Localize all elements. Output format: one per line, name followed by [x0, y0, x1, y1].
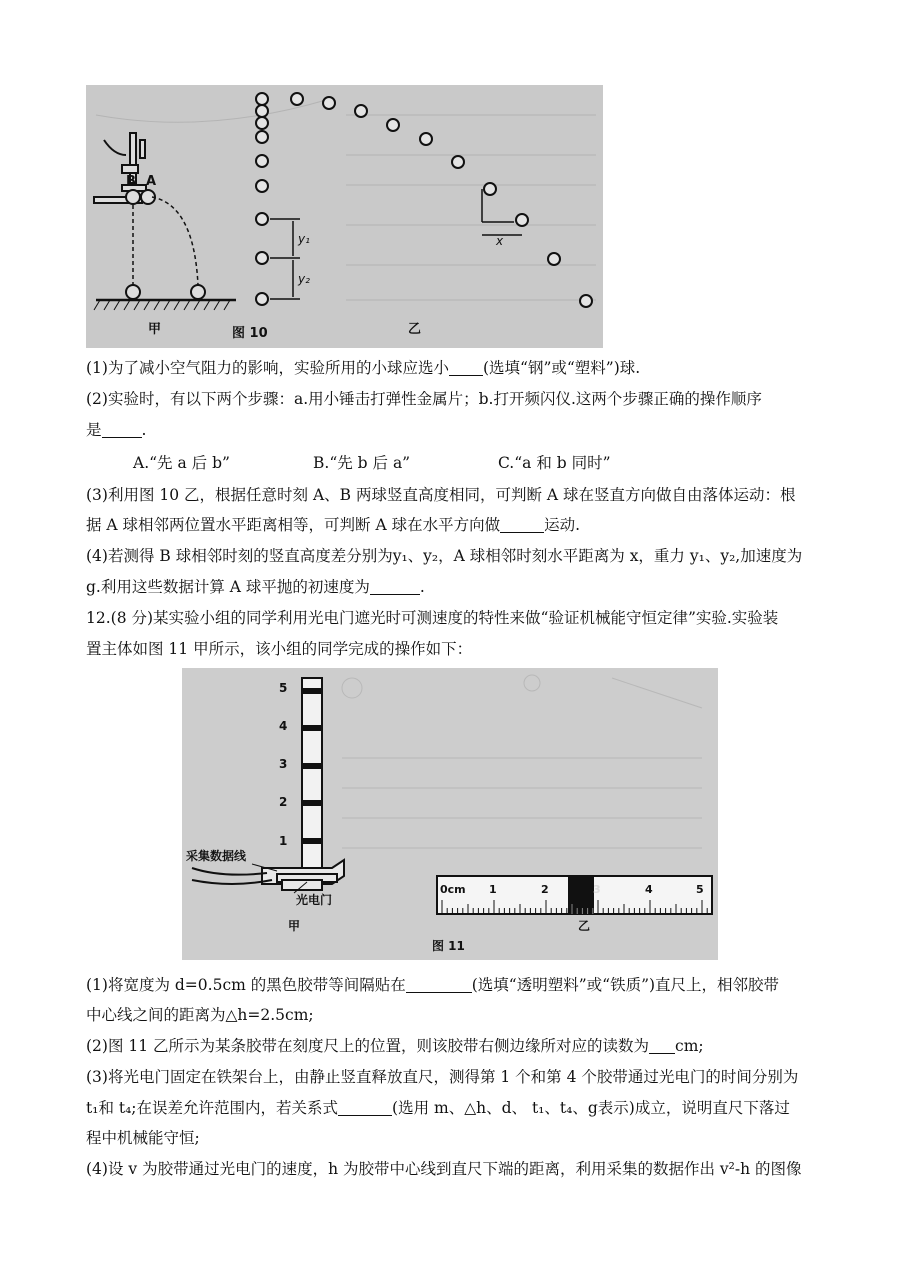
- ruler-label-3: 3: [279, 757, 288, 771]
- answer-blank-3[interactable]: [500, 516, 544, 533]
- answer-blank-1[interactable]: [449, 359, 483, 376]
- q12-part2: [86, 1035, 826, 1057]
- q11-part4-pre: g.利用这些数据计算 A 球平抛的初速度为: [86, 578, 370, 596]
- scale-label-1: 1: [489, 883, 497, 896]
- q11-part4-line2: [86, 576, 826, 598]
- q12-part1-tail: (选填“透明塑料”或“铁质”)直尺上，相邻胶带: [471, 976, 780, 994]
- q11-part1: [86, 357, 826, 379]
- label-jia: 甲: [148, 322, 162, 337]
- q11-part1-text: (1)为了减小空气阻力的影响，实验所用的小球应选小: [86, 359, 449, 377]
- label-jia-11: 甲: [288, 919, 301, 933]
- q12-part4-line1: (4)设 v 为胶带通过光电门的速度，h 为胶带中心线到直尺下端的距离，利用采集的数据作出 v²-h 的图像: [86, 1160, 802, 1178]
- label-x: x: [496, 234, 504, 248]
- q11-part2-pre: 是: [86, 421, 102, 439]
- q11-part3-pre: 据 A 球相邻两位置水平距离相等，可判断 A 球在水平方向做: [86, 516, 501, 534]
- label-photogate: 光电门: [296, 893, 333, 907]
- label-y1: y₁: [298, 232, 310, 246]
- ruler-label-5: 5: [279, 681, 288, 695]
- scale-label-2: 2: [541, 883, 549, 896]
- q11-part3-line2: [86, 514, 826, 536]
- q11-part1-tail: (选填“钢”或“塑料”)球.: [482, 359, 641, 377]
- q12-part3-pre: t₁和 t₄;在误差允许范围内，若关系式: [86, 1099, 339, 1117]
- label-yi: 乙: [408, 322, 422, 337]
- option-a: A.“先 a 后 b”: [133, 454, 230, 472]
- q12-part3-line1: (3)将光电门固定在铁架台上，由静止竖直释放直尺，测得第 1 个和第 4 个胶带通过光电门的时间分别为: [86, 1068, 799, 1086]
- q12-part1-line1: [86, 974, 826, 996]
- figure-11-drawing: [182, 668, 718, 960]
- q11-part2-line2: [86, 419, 826, 441]
- q11-part3-tail: 运动.: [544, 516, 581, 534]
- option-b: B.“先 b 后 a”: [313, 454, 411, 472]
- ruler-label-4: 4: [279, 719, 288, 733]
- ruler-label-1: 1: [279, 834, 288, 848]
- q12-part1-pre: (1)将宽度为 d=0.5cm 的黑色胶带等间隔贴在: [86, 976, 406, 994]
- q11-part3-line1: (3)利用图 10 乙，根据任意时刻 A、B 两球竖直高度相同，可判断 A 球在竖直方向做自由落体运动：根: [86, 486, 796, 504]
- scale-label-5: 5: [696, 883, 704, 896]
- label-y2: y₂: [298, 272, 310, 286]
- answer-blank-4[interactable]: [370, 578, 420, 595]
- q12-part1-line2: 中心线之间的距离为△h=2.5cm;: [86, 1006, 314, 1024]
- scale-label-3: 3: [593, 883, 601, 896]
- q11-part2-line1: (2)实验时，有以下两个步骤：a.用小锤击打弹性金属片；b.打开频闪仪.这两个步骤正确的操作顺序: [86, 390, 762, 408]
- label-yi-11: 乙: [578, 919, 591, 933]
- figure-11: [182, 668, 718, 960]
- answer-blank-7[interactable]: [338, 1099, 392, 1116]
- q12-intro-line2: 置主体如图 11 甲所示，该小组的同学完成的操作如下：: [86, 640, 473, 658]
- option-c: C.“a 和 b 同时”: [498, 454, 611, 472]
- q12-part2-tail: cm;: [675, 1037, 704, 1055]
- q12-part3-line3: 程中机械能守恒;: [86, 1129, 200, 1147]
- label-b: B: [126, 174, 136, 189]
- label-a: A: [146, 174, 157, 189]
- q12-part2-pre: (2)图 11 乙所示为某条胶带在刻度尺上的位置，则该胶带右侧边缘所对应的读数为: [86, 1037, 650, 1055]
- q12-part3-tail: (选用 m、△h、d、 t₁、t₄、g表示)成立，说明直尺下落过: [392, 1099, 790, 1117]
- scale-label-0: 0cm: [440, 883, 466, 896]
- figure-10-drawing: [86, 85, 603, 348]
- q12-part3-line2: [86, 1097, 826, 1119]
- figure-10: [86, 85, 603, 348]
- ruler-label-2: 2: [279, 795, 288, 809]
- answer-blank-6[interactable]: [649, 1037, 675, 1054]
- scale-label-4: 4: [645, 883, 653, 896]
- answer-blank-2[interactable]: [102, 421, 142, 438]
- q11-part2-tail: .: [141, 421, 147, 439]
- q11-part4-tail: .: [419, 578, 425, 596]
- label-cable: 采集数据线: [186, 849, 247, 863]
- answer-blank-5[interactable]: [406, 976, 472, 993]
- figure-11-caption: 图 11: [432, 939, 465, 953]
- q11-part4-line1: (4)若测得 B 球相邻时刻的竖直高度差分别为y₁、y₂，A 球相邻时刻水平距离为 x，重力 y₁、y₂,加速度为: [86, 547, 803, 565]
- figure-10-caption: 图 10: [232, 326, 268, 341]
- q12-intro-line1: 12.(8 分)某实验小组的同学利用光电门遮光时可测速度的特性来做“验证机械能守恒定律”实验.实验装: [86, 609, 779, 627]
